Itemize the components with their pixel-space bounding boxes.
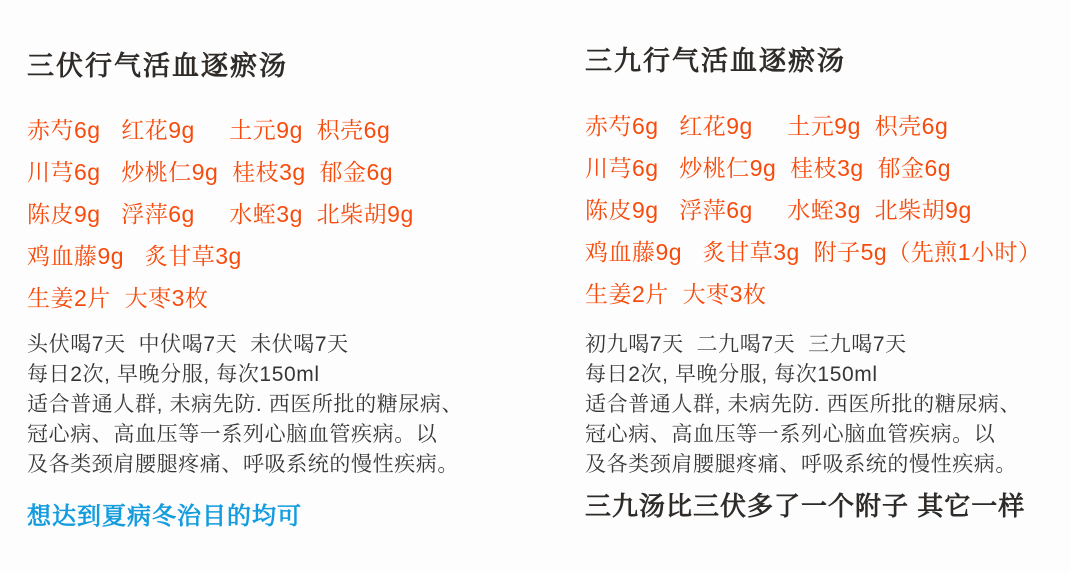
dosage-line: 每日2次, 早晚分服, 每次150ml — [27, 363, 320, 386]
herb-line: 鸡血藤9g 炙甘草3g 附子5g（先煎1小时） — [585, 239, 1042, 265]
left-recipe-note: 想达到夏病冬治目的均可 — [27, 503, 302, 530]
schedule-line: 初九喝7天 二九喝7天 三九喝7天 — [585, 333, 907, 356]
herb-line: 赤芍6g 红花9g 土元9g 枳壳6g — [27, 117, 391, 143]
herb-line: 陈皮9g 浮萍6g 水蛭3g 北柴胡9g — [585, 197, 972, 223]
indication-line: 适合普通人群, 未病先防. 西医所批的糖尿病、 — [585, 393, 1022, 416]
left-herb-list — [27, 117, 535, 327]
right-herb-list — [585, 113, 1063, 323]
herb-line: 陈皮9g 浮萍6g 水蛭3g 北柴胡9g — [27, 201, 414, 227]
indication-line: 冠心病、高血压等一系列心脑血管疾病。以 — [27, 423, 438, 446]
left-recipe-title: 三伏行气活血逐瘀汤 — [27, 51, 288, 81]
right-recipe-title: 三九行气活血逐瘀汤 — [585, 46, 846, 76]
left-instructions — [27, 330, 535, 480]
herb-line: 生姜2片 大枣3枚 — [585, 281, 767, 307]
indication-line: 及各类颈肩腰腿疼痛、呼吸系统的慢性疾病。 — [585, 453, 1017, 476]
herb-line: 生姜2片 大枣3枚 — [27, 285, 209, 311]
herb-line: 鸡血藤9g 炙甘草3g — [27, 243, 242, 269]
schedule-line: 头伏喝7天 中伏喝7天 未伏喝7天 — [27, 333, 349, 356]
herb-line: 川芎6g 炒桃仁9g 桂枝3g 郁金6g — [27, 159, 394, 185]
right-instructions — [585, 330, 1063, 480]
left-recipe-column — [27, 0, 535, 572]
indication-line: 及各类颈肩腰腿疼痛、呼吸系统的慢性疾病。 — [27, 453, 459, 476]
indication-line: 适合普通人群, 未病先防. 西医所批的糖尿病、 — [27, 393, 464, 416]
right-recipe-note: 三九汤比三伏多了一个附子 其它一样 — [585, 491, 1026, 521]
dosage-line: 每日2次, 早晚分服, 每次150ml — [585, 363, 878, 386]
herb-line: 赤芍6g 红花9g 土元9g 枳壳6g — [585, 113, 949, 139]
right-recipe-column — [585, 0, 1063, 572]
indication-line: 冠心病、高血压等一系列心脑血管疾病。以 — [585, 423, 996, 446]
herb-line: 川芎6g 炒桃仁9g 桂枝3g 郁金6g — [585, 155, 952, 181]
